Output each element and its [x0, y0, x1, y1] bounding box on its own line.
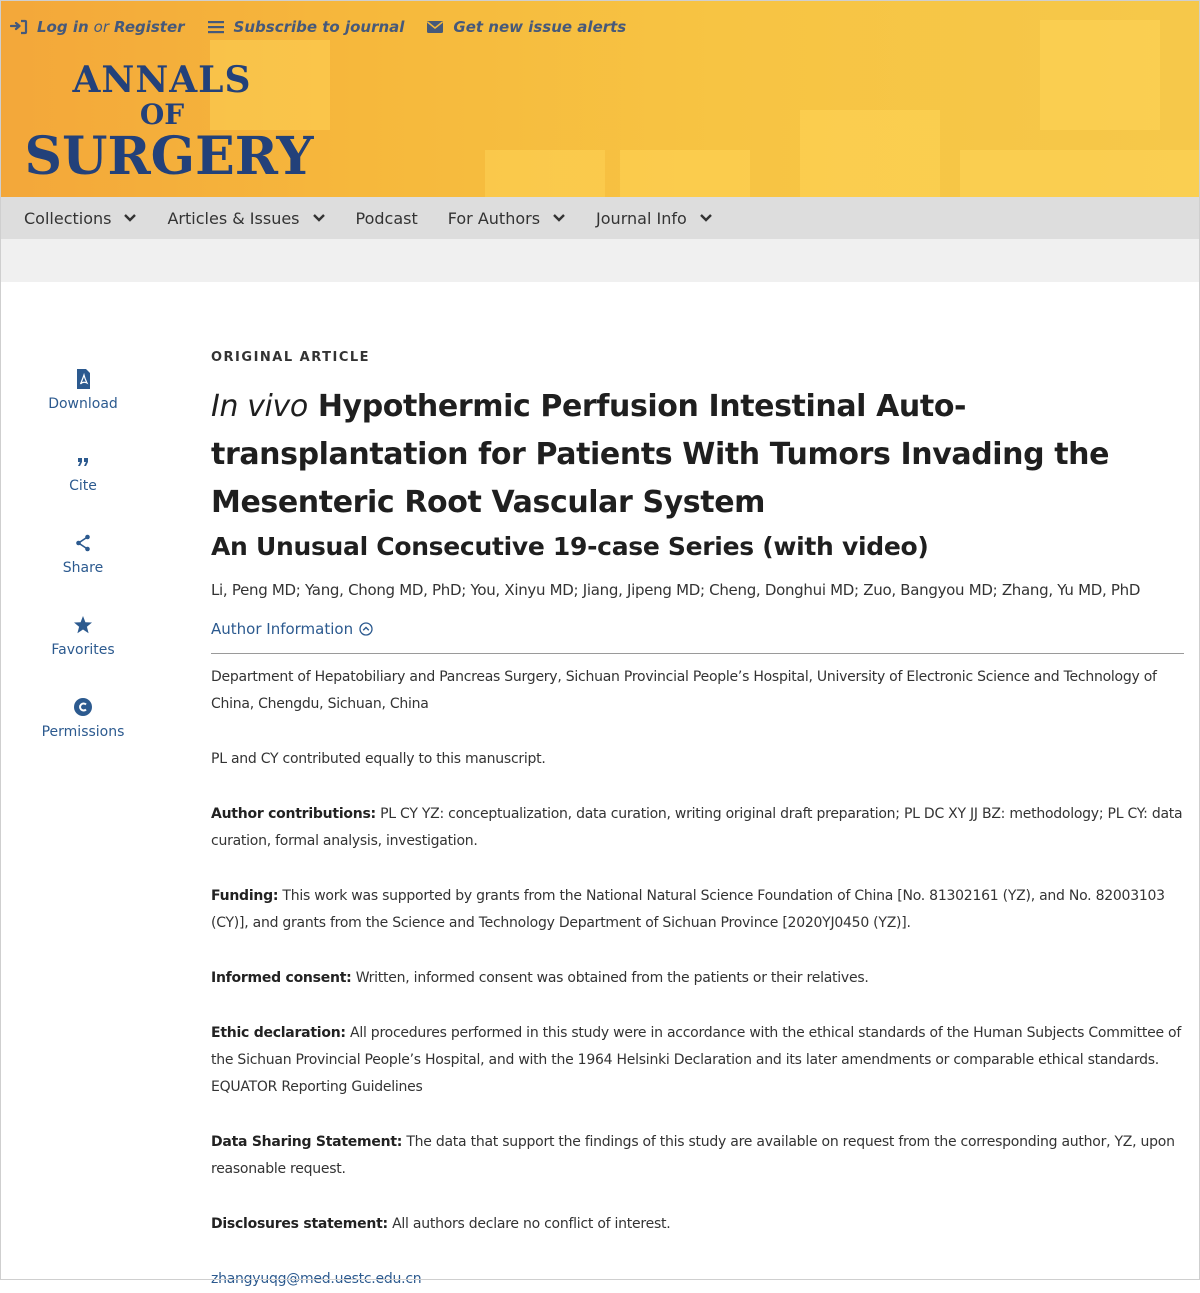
nav-label: Journal Info	[596, 208, 687, 228]
subscribe-link[interactable]	[207, 18, 405, 36]
corresponding-email-link[interactable]: zhangyuqg@med.uestc.edu.cn	[211, 1271, 422, 1287]
header-decoration	[800, 110, 940, 197]
author-info-label: Author Information	[211, 620, 354, 638]
funding-text: This work was supported by grants from the National Natural Science Foundation of China [No. 81302161 (YZ), and No. 82003103 (CY)], and grants from the Science and Technology Department of Sichuan Province [2020YJ0450 (YZ)].	[211, 888, 1165, 931]
data-sharing-label: Data Sharing Statement:	[211, 1134, 403, 1150]
menu-lines-icon	[207, 19, 225, 35]
data-sharing-statement	[211, 1129, 1186, 1183]
main-nav	[0, 197, 1200, 239]
header-decoration	[485, 150, 605, 197]
quote-icon	[73, 450, 93, 472]
ethic-text: All procedures performed in this study were in accordance with the ethical standards of the Human Subjects Committee of the Sichuan Provincial People’s Hospital, and with the 1964 Helsinki Declaration and its later amendments or comparable ethical standards. EQUATOR Reporting Guidelines	[211, 1025, 1182, 1095]
author-contributions	[211, 801, 1186, 855]
nav-label: Podcast	[355, 208, 418, 228]
article-subtitle: An Unusual Consecutive 19-case Series (with video)	[211, 532, 929, 561]
share-label: Share	[62, 560, 104, 576]
affiliation: Department of Hepatobiliary and Pancreas Surgery, Sichuan Provincial People’s Hospital, University of Electronic Science and Technology of China, Chengdu, Sichuan, China	[211, 669, 1157, 712]
copyright-icon	[73, 696, 93, 718]
nav-collections[interactable]	[24, 209, 137, 228]
chevron-up-circle-icon	[359, 622, 373, 636]
data-sharing-text: The data that support the findings of this study are available on request from the corresponding author, YZ, upon reasonable request.	[211, 1134, 1175, 1177]
chevron-down-icon	[552, 213, 566, 223]
author-information-panel	[211, 664, 1186, 1293]
nav-label: Articles & Issues	[167, 208, 300, 228]
header-decoration	[620, 150, 750, 197]
nav-label: For Authors	[447, 208, 541, 228]
cite-label: Cite	[69, 478, 97, 494]
sign-in-icon	[10, 19, 28, 35]
article-title	[211, 383, 1186, 527]
cite-button[interactable]	[28, 450, 138, 532]
article-tools-sidebar	[28, 368, 138, 778]
share-button[interactable]	[28, 532, 138, 614]
subnav-bar	[0, 239, 1200, 282]
author-list: Li, Peng MD; Yang, Chong MD, PhD; You, Xinyu MD; Jiang, Jipeng MD; Cheng, Donghui MD; Zuo, Bangyou MD; Zhang, Yu MD, PhD	[211, 581, 1141, 599]
journal-logo[interactable]	[24, 59, 314, 187]
favorites-label: Favorites	[51, 642, 115, 658]
envelope-icon	[426, 19, 444, 35]
contributions-label: Author contributions:	[211, 806, 376, 822]
pdf-file-icon	[73, 368, 93, 390]
star-icon	[73, 614, 93, 636]
contributions-text: PL CY YZ: conceptualization, data curation, writing original draft preparation; PL DC XY JJ BZ: methodology; PL CY: data curation, formal analysis, investigation.	[211, 806, 1183, 849]
nav-for-authors[interactable]	[448, 209, 566, 228]
logo-line-surgery: SURGERY	[24, 126, 314, 187]
funding-label: Funding:	[211, 888, 279, 904]
chevron-down-icon	[123, 213, 137, 223]
disclosures-statement	[211, 1211, 1186, 1238]
informed-consent	[211, 965, 1186, 992]
or-text: or	[93, 18, 110, 36]
download-label: Download	[48, 396, 118, 412]
login-link[interactable]: Log in	[37, 18, 89, 36]
permissions-button[interactable]	[28, 696, 138, 778]
funding	[211, 883, 1186, 937]
ethic-label: Ethic declaration:	[211, 1025, 346, 1041]
logo-line-annals: ANNALS	[72, 59, 252, 101]
logo-line-of: OF	[139, 98, 185, 131]
login-register	[10, 18, 185, 36]
permissions-label: Permissions	[41, 724, 125, 740]
site-header	[0, 0, 1200, 197]
consent-text: Written, informed consent was obtained from the patients or their relatives.	[351, 970, 869, 986]
share-icon	[73, 532, 93, 554]
author-information-toggle[interactable]	[211, 620, 1186, 638]
utility-bar	[10, 15, 648, 39]
article-header	[211, 348, 1186, 1293]
header-decoration	[960, 150, 1200, 197]
header-decoration	[1040, 20, 1160, 130]
register-link[interactable]: Register	[114, 18, 185, 36]
nav-label: Collections	[24, 208, 112, 228]
favorites-button[interactable]	[28, 614, 138, 696]
subscribe-label: Subscribe to journal	[233, 18, 405, 36]
disclosures-label: Disclosures statement:	[211, 1216, 388, 1232]
chevron-down-icon	[312, 213, 326, 223]
article-type: ORIGINAL ARTICLE	[211, 350, 371, 365]
disclosures-text: All authors declare no conflict of interest.	[387, 1216, 671, 1232]
alerts-label: Get new issue alerts	[453, 18, 627, 36]
section-divider	[211, 653, 1184, 654]
title-main: Hypothermic Perfusion Intestinal Auto-transplantation for Patients With Tumors Invading the Mesenteric Root Vascular System	[211, 389, 1110, 520]
nav-podcast[interactable]	[356, 209, 418, 228]
consent-label: Informed consent:	[211, 970, 352, 986]
chevron-down-icon	[699, 213, 713, 223]
alerts-link[interactable]	[426, 18, 626, 36]
ethic-declaration	[211, 1020, 1186, 1101]
nav-articles-issues[interactable]	[167, 209, 325, 228]
download-button[interactable]	[28, 368, 138, 450]
title-italic: In vivo	[211, 389, 308, 424]
nav-journal-info[interactable]	[596, 209, 713, 228]
equal-contribution-note: PL and CY contributed equally to this manuscript.	[211, 751, 546, 767]
